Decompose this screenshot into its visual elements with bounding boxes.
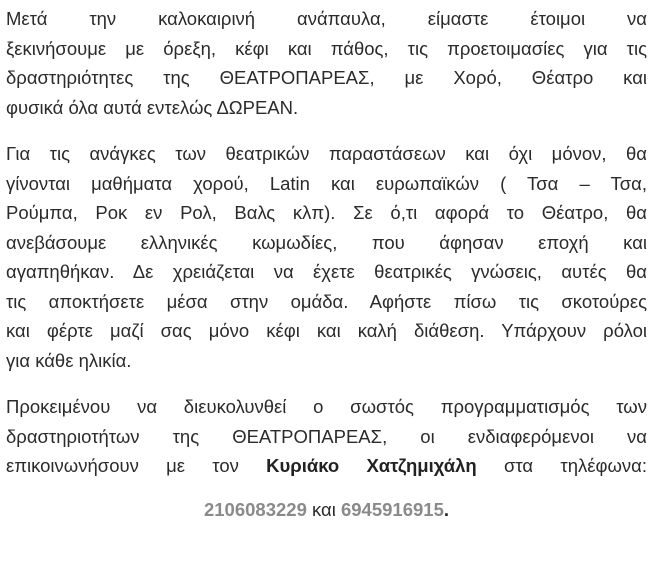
text-line: δραστηριότητες της ΘΕΑΤΡΟΠΑΡΕΑΣ, με Χορό, Θέατρο και xyxy=(6,67,647,88)
text-line: φυσικά όλα αυτά εντελώς ΔΩΡΕΑΝ. xyxy=(6,96,299,118)
text-line: αγαπηθήκαν. Δε χρειάζεται να έχετε θεατρικές γνώσεις, αυτές θα xyxy=(6,261,647,282)
contact-prefix: επικοινωνήσουν με τον xyxy=(6,455,239,476)
phone-conjunction: και xyxy=(312,498,336,520)
paragraph-gap xyxy=(6,122,647,139)
text-line: Για τις ανάγκες των θεατρικών παραστάσεων και όχι μόνον, θα xyxy=(6,143,647,164)
paragraph-activities xyxy=(6,139,647,375)
text-line: γίνονται μαθήματα χορού, Latin και ευρωπαϊκών ( Τσα – Τσα, xyxy=(6,172,647,194)
text-line: για κάθε ηλικία. xyxy=(6,349,132,371)
phone-end-period: . xyxy=(443,498,450,520)
text-line: Προκειμένου να διευκολυνθεί ο σωστός προγραμματισμός των xyxy=(6,396,647,417)
paragraph-intro xyxy=(6,4,647,122)
contact-suffix: στα τηλέφωνα: xyxy=(503,455,647,476)
contact-name: Κυριάκο Χατζημιχάλη xyxy=(266,455,477,476)
text-line: ανεβάσουμε ελληνικές κωμωδίες, που άφησαν εποχή και xyxy=(6,231,647,253)
phone-number-landline: 2106083229 xyxy=(203,498,307,520)
contact-line xyxy=(6,451,647,481)
text-line: τις αποκτήσετε μέσα στην ομάδα. Αφήστε πίσω τις σκοτούρες xyxy=(6,290,647,312)
phone-number-mobile: 6945916915 xyxy=(340,498,444,520)
text-line: και φέρτε μαζί σας μόνο κέφι και καλή διάθεση. Υπάρχουν ρόλοι xyxy=(6,320,647,341)
paragraph-gap xyxy=(6,375,647,392)
text-line: Ρούμπα, Ροκ εν Ρολ, Βαλς κλπ). Σε ό,τι αφορά το Θέατρο, θα xyxy=(6,202,647,223)
text-line: ξεκινήσουμε με όρεξη, κέφι και πάθος, τις προετοιμασίες για τις xyxy=(6,37,647,59)
text-line: δραστηριοτήτων της ΘΕΑΤΡΟΠΑΡΕΑΣ, οι ενδιαφερόμενοι να xyxy=(6,425,647,447)
text-line: Μετά την καλοκαιρινή ανάπαυλα, είμαστε έτοιμοι να xyxy=(6,8,647,29)
phone-numbers xyxy=(6,495,647,525)
paragraph-contact xyxy=(6,392,647,481)
